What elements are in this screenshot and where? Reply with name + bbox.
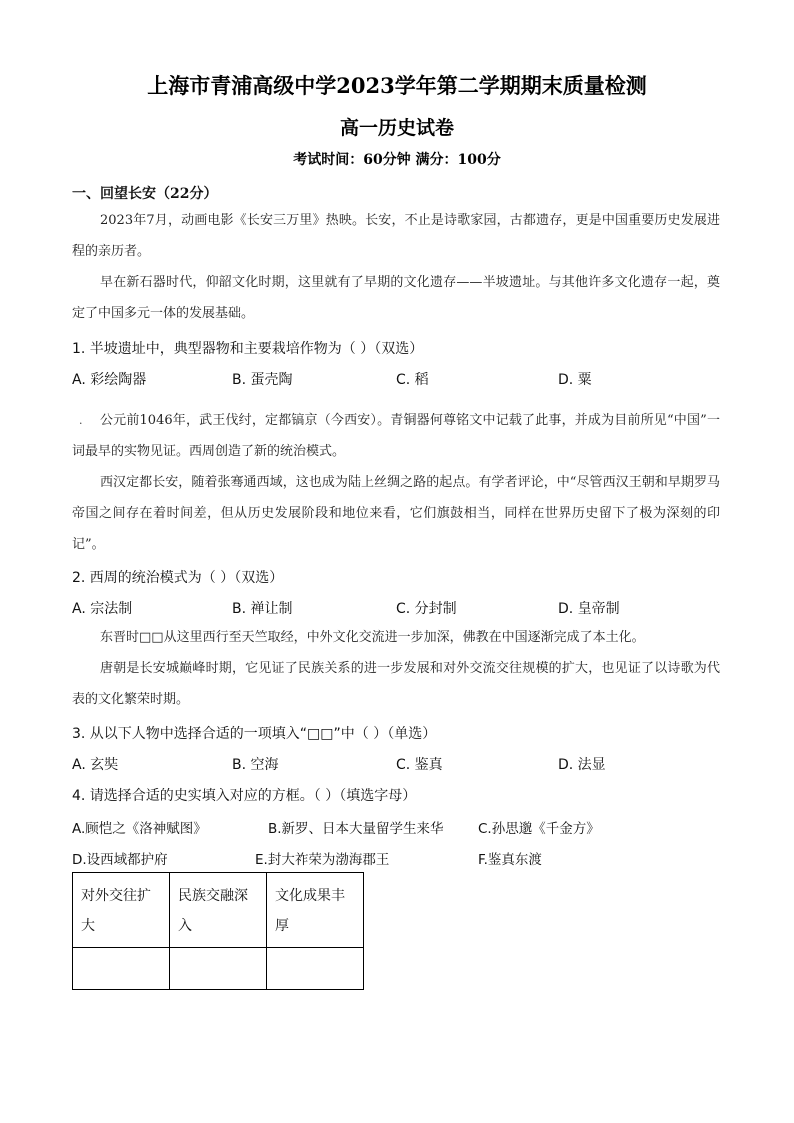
paragraph-xihan: 西汉定都长安，随着张骞通西域，这也成为陆上丝绸之路的起点。有学者评论，中“尽管西汉王朝和早期罗马帝国之间存在着时间差，但从历史发展阶段和地位来看，它们旗鼓相当，同样在世界历史留下了极为深刻的印记”。 [72, 475, 720, 552]
question-3-options [72, 754, 732, 774]
answer-table [72, 872, 364, 990]
q3-option-d[interactable]: D. 法显 [558, 757, 606, 773]
q2-option-b[interactable]: B. 禅让制 [232, 601, 293, 617]
exam-meta: 考试时间：60分钟 满分：100分 [293, 152, 501, 168]
paragraph-tang: 唐朝是长安城巅峰时期，它见证了民族关系的进一步发展和对外交流交往规模的扩大，也见证了以诗歌为代表的文化繁荣时期。 [72, 661, 720, 707]
answer-table-header-row [73, 873, 364, 948]
paragraph-dongjin: 东晋时□□从这里西行至天竺取经，中外文化交流进一步加深，佛教在中国逐渐完成了本土化。 [100, 630, 645, 645]
q4-option-a: A.顾恺之《洛神赋图》 [72, 821, 207, 837]
intro-paragraph-1: 2023年7月，动画电影《长安三万里》热映。长安，不止是诗歌家园，古都遗存，更是中国重要历史发展进程的亲历者。 [72, 213, 720, 259]
question-4: 4. 请选择合适的史实填入对应的方框。（ ）（填选字母） [72, 788, 417, 804]
q1-option-d[interactable]: D. 粟 [558, 372, 592, 388]
q1-option-a[interactable]: A. 彩绘陶器 [72, 372, 147, 388]
question-2: 2. 西周的统治模式为（ ）（双选） [72, 570, 284, 586]
section-heading: 一、回望长安（22分） [72, 186, 218, 202]
answer-table-input-row [73, 948, 364, 990]
q4-option-c: C.孙思邈《千金方》 [478, 821, 600, 837]
header-ethnic-integration: 民族交融深入 [170, 873, 267, 948]
q2-option-d[interactable]: D. 皇帝制 [558, 601, 620, 617]
paragraph-xizhou: 公元前1046年，武王伐纣，定都镐京（今西安）。青铜器何尊铭文中记载了此事，并成为目前所见“中国”一词最早的实物见证。西周创造了新的统治模式。 [72, 413, 720, 459]
answer-cell-cultural-achievements[interactable] [267, 948, 364, 990]
intro-paragraph-2: 早在新石器时代，仰韶文化时期，这里就有了早期的文化遗存——半坡遗址。与其他许多文化遗存一起，奠定了中国多元一体的发展基础。 [72, 275, 720, 321]
q3-option-b[interactable]: B. 空海 [232, 757, 279, 773]
header-foreign-exchange: 对外交往扩大 [73, 873, 170, 948]
q2-option-a[interactable]: A. 宗法制 [72, 601, 133, 617]
q3-option-c[interactable]: C. 鉴真 [396, 757, 443, 773]
exam-title: 上海市青浦高级中学2023学年第二学期期末质量检测 [147, 73, 647, 98]
q4-option-f: F.鉴真东渡 [478, 852, 542, 868]
q4-option-d: D.设西域都护府 [72, 852, 168, 868]
answer-cell-ethnic-integration[interactable] [170, 948, 267, 990]
q3-option-a[interactable]: A. 玄奘 [72, 757, 119, 773]
answer-cell-foreign-exchange[interactable] [73, 948, 170, 990]
q2-option-c[interactable]: C. 分封制 [396, 601, 457, 617]
header-cultural-achievements: 文化成果丰厚 [267, 873, 364, 948]
q4-option-e: E.封大祚荣为渤海郡王 [255, 852, 390, 868]
exam-subtitle: 高一历史试卷 [339, 117, 454, 139]
question-2-options [72, 598, 732, 618]
question-1-options [72, 369, 732, 389]
stray-mark: · [79, 417, 83, 430]
q1-option-b[interactable]: B. 蛋壳陶 [232, 372, 293, 388]
question-1: 1. 半坡遗址中，典型器物和主要栽培作物为（ ）（双选） [72, 341, 424, 357]
q1-option-c[interactable]: C. 稻 [396, 372, 429, 388]
question-3: 3. 从以下人物中选择合适的一项填入“□□”中（ ）（单选） [72, 726, 437, 742]
q4-option-b: B.新罗、日本大量留学生来华 [268, 821, 444, 837]
